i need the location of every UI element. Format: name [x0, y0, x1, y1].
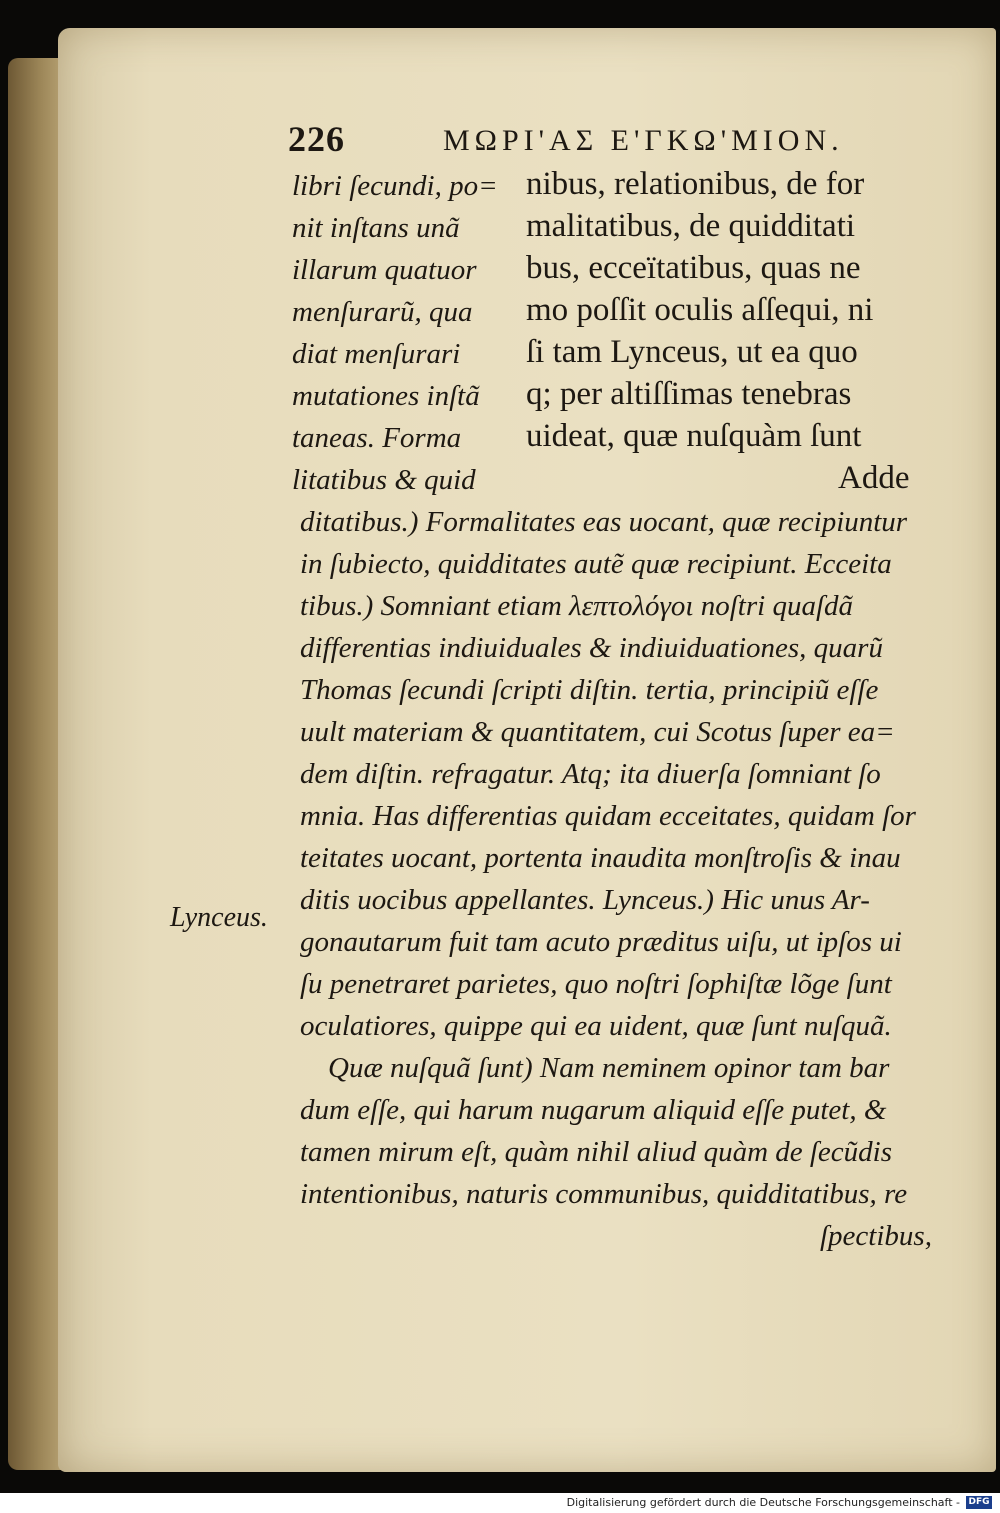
- right-column-line: malitatibus, de quidditati: [526, 208, 856, 244]
- body-line: ditis uocibus appellantes. Lynceus.) Hic unus Ar-: [300, 884, 870, 916]
- right-column-line: q; per altiſſimas tenebras: [526, 376, 852, 412]
- page-number: 226: [288, 119, 345, 159]
- body-line: differentias indiuiduales & indiuiduationes, quarũ: [300, 632, 883, 664]
- book-page: [58, 28, 996, 1472]
- left-column-line: taneas. Forma: [292, 422, 462, 454]
- running-header: [288, 118, 948, 164]
- body-line: mnia. Has differentias quidam ecceitates, quidam ſor: [300, 800, 916, 832]
- left-column-line: illarum quatuor: [292, 254, 477, 286]
- funding-credit: Digitalisierung gefördert durch die Deutsche Forschungsgemeinschaft -: [566, 1496, 960, 1509]
- body-line: Thomas ſecundi ſcripti diſtin. tertia, principiũ eſſe: [300, 674, 879, 706]
- catchword: ſpectibus,: [820, 1220, 932, 1252]
- body-line: gonautarum fuit tam acuto præditus uiſu, ut ipſos ui: [300, 926, 902, 958]
- body-line: tibus.) Somniant etiam λεπτολόγοι noſtri quaſdã: [300, 590, 853, 622]
- right-column-line: nibus, relationibus, de for: [526, 166, 865, 202]
- margin-note: Lynceus.: [170, 902, 268, 933]
- body-line: teitates uocant, portenta inaudita monſtroſis & inau: [300, 842, 901, 874]
- body-line: in ſubiecto, quidditates autẽ quæ recipiunt. Ecceita: [300, 548, 892, 580]
- body-line: uult materiam & quantitatem, cui Scotus ſuper ea=: [300, 716, 895, 748]
- right-column-line: mo poſſit oculis aſſequi, ni: [526, 292, 874, 328]
- body-line: ſu penetraret parietes, quo noſtri ſophiſtæ lõge ſunt: [300, 968, 892, 1000]
- left-column-line: libri ſecundi, po=: [292, 170, 498, 202]
- catchword: Adde: [838, 460, 910, 496]
- body-line: dem diſtin. refragatur. Atq; ita diuerſa ſomniant ſo: [300, 758, 881, 790]
- running-title: ΜΩΡΙ'ΑΣ Ε'ΓΚΩ'ΜΙΟΝ.: [443, 124, 844, 157]
- right-column-line: bus, ecceïtatibus, quas ne: [526, 250, 861, 286]
- body-line: Quæ nuſquã ſunt) Nam neminem opinor tam bar: [328, 1052, 890, 1084]
- body-line: oculatiores, quippe qui ea uident, quæ ſunt nuſquã.: [300, 1010, 892, 1042]
- body-line: dum eſſe, qui harum nugarum aliquid eſſe putet, &: [300, 1094, 887, 1126]
- dfg-logo-icon: DFG: [966, 1496, 992, 1509]
- body-line: ditatibus.) Formalitates eas uocant, quæ recipiuntur: [300, 506, 908, 538]
- left-column-line: litatibus & quid: [292, 464, 476, 496]
- left-column-line: diat menſurari: [292, 338, 461, 370]
- body-line: tamen mirum eſt, quàm nihil aliud quàm de ſecũdis: [300, 1136, 893, 1168]
- left-column-line: menſurarũ, qua: [292, 296, 473, 328]
- left-column-line: mutationes inſtã: [292, 380, 480, 412]
- left-column-line: nit inſtans unã: [292, 212, 460, 244]
- body-line: intentionibus, naturis communibus, quidditatibus, re: [300, 1178, 908, 1210]
- right-column-line: uideat, quæ nuſquàm ſunt: [526, 418, 862, 454]
- right-column-line: ſi tam Lynceus, ut ea quo: [526, 334, 858, 370]
- footer-bar: [0, 1493, 1000, 1513]
